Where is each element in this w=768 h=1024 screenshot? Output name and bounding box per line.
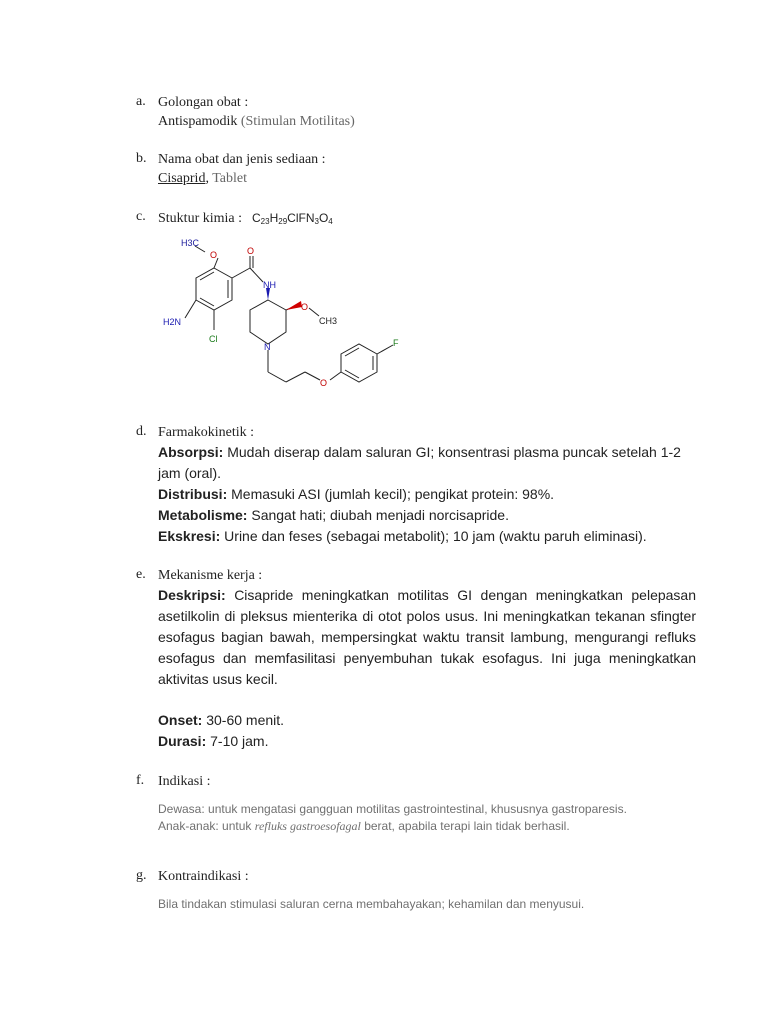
durasi-paragraph: Durasi: 7-10 jam. [158,733,269,749]
section-d-letter: d. [136,424,147,439]
atom-nh: NH [263,280,276,290]
section-b-letter: b. [136,151,147,166]
drug-class-note: (Stimulan Motilitas) [240,114,355,129]
atom-f: F [393,338,399,348]
drug-name-comma: , [205,171,209,186]
metabolisme-paragraph: Metabolisme: Sangat hati; diubah menjadi norcisapride. [158,507,509,523]
atom-h2n: H2N [163,317,182,327]
atom-cl: Cl [209,334,218,344]
indikasi-anak: Anak-anak: untuk refluks gastroesofagal berat, apabila terapi lain tidak berhasil. [158,819,570,833]
drug-class: Antispamodik [158,114,238,129]
drug-name: Cisaprid [158,171,206,186]
onset-paragraph: Onset: 30-60 menit. [158,712,285,728]
atom-o-carbonyl: O [247,246,255,256]
section-f-letter: f. [136,773,145,788]
section-a-letter: a. [136,94,146,109]
atom-n-piperidine: N [264,342,271,352]
indikasi-dewasa: Dewasa: untuk mengatasi gangguan motilitas gastrointestinal, khususnya gastroparesis. [158,802,627,816]
section-e-letter: e. [136,567,146,582]
atom-o-methoxy: O [301,302,309,312]
section-b-heading: Nama obat dan jenis sediaan : [158,152,326,167]
atom-h3c: H3C [181,238,200,248]
section-g-letter: g. [136,868,147,883]
dosage-form: Tablet [212,171,247,186]
atom-o-top: O [210,250,218,260]
deskripsi-paragraph: Deskripsi: Cisapride meningkatkan motilitas GI dengan meningkatkan pelepasan asetilkolin di pleksus mienterika di otot polos usus. Ini meningkatkan tekanan sfingter esofagus bagian bawah, mempersingkat waktu transit lambung, mengurangi refluks esofagus dan memfasilitasi penyembuhan tukak esofagus. Ini juga meningkatkan aktivitas usus kecil. [158,587,696,687]
chemical-structure [155,230,415,400]
ekskresi-paragraph: Ekskresi: Urine dan feses (sebagai metabolit); 10 jam (waktu paruh eliminasi). [158,528,647,544]
distribusi-paragraph: Distribusi: Memasuki ASI (jumlah kecil); pengikat protein: 98%. [158,486,555,502]
atom-ch3: CH3 [319,316,338,326]
absorpsi-paragraph: Absorpsi: Mudah diserap dalam saluran GI; konsentrasi plasma puncak setelah 1-2 jam (oral). [158,444,681,481]
kontraindikasi-text: Bila tindakan stimulasi saluran cerna membahayakan; kehamilan dan menyusui. [158,897,585,911]
section-g-heading: Kontraindikasi : [158,869,249,884]
atom-o-ether: O [320,378,328,388]
section-f-heading: Indikasi : [158,774,211,789]
section-c-heading: Stuktur kimia : [158,211,242,226]
section-a-heading: Golongan obat : [158,95,249,110]
section-c-letter: c. [136,209,146,224]
molecular-formula: $C_{23}H_{29}ClFN_3O_4$ [252,211,333,226]
section-d-heading: Farmakokinetik : [158,425,255,440]
section-e-heading: Mekanisme kerja : [158,568,263,583]
